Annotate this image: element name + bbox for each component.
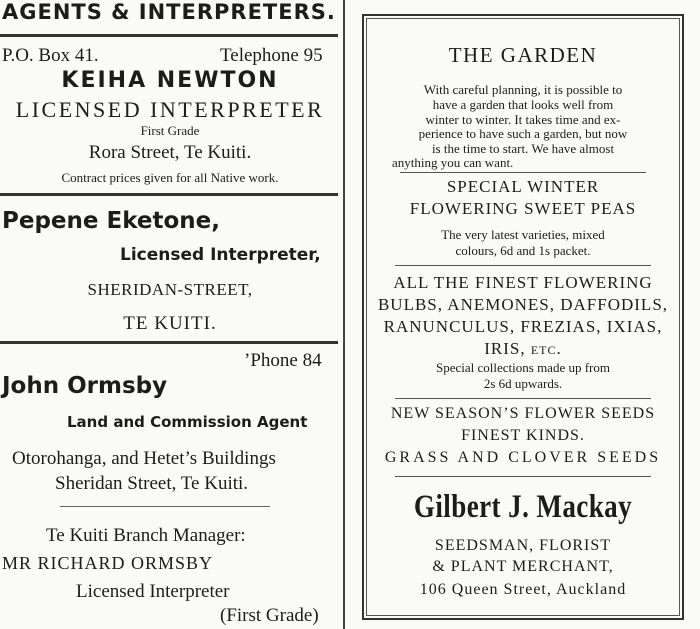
- column-divider: [343, 0, 345, 629]
- eketone-town: TE KUITI.: [123, 313, 217, 334]
- seeds-heading: GRASS AND CLOVER SEEDS: [384, 449, 662, 466]
- po-box: P.O. Box 41.: [2, 45, 99, 66]
- bulbs-text: 2s 6d upwards.: [483, 376, 563, 391]
- ormsby-name: John Ormsby: [2, 373, 168, 399]
- header-rule: [0, 34, 338, 37]
- intro-line: With careful planning, it is possible to: [423, 82, 623, 97]
- garden-rule-2: [395, 265, 651, 266]
- ormsby-address-1: Otorohanga, and Hetet’s Buildings: [12, 448, 276, 469]
- branch-manager: MR RICHARD ORMSBY: [2, 553, 214, 573]
- bulbs-heading: RANUNCULUS, FREZIAS, IXIAS,: [383, 317, 663, 336]
- ormsby-phone: ’Phone 84: [244, 350, 322, 371]
- section-header: AGENTS & INTERPRETERS.: [2, 0, 336, 24]
- bulbs-heading: BULBS, ANEMONES, DAFFODILS,: [377, 295, 669, 314]
- peas-text: colours, 6d and 1s packet.: [455, 243, 591, 258]
- manager-grade: (First Grade): [220, 605, 319, 626]
- left-column: [0, 0, 340, 629]
- intro-line: is the time to start. We have almost: [431, 141, 615, 156]
- ormsby-address-2: Sheridan Street, Te Kuiti.: [55, 473, 249, 494]
- garden-rule-1: [400, 172, 646, 173]
- bulbs-text: Special collections made up from: [435, 360, 610, 375]
- manager-title: Licensed Interpreter: [76, 581, 230, 602]
- peas-heading: SPECIAL WINTER: [446, 177, 600, 196]
- ad-rule-1: [0, 193, 338, 196]
- seeds-heading: NEW SEASON’S FLOWER SEEDS: [390, 405, 656, 422]
- interpreter-address: Rora Street, Te Kuiti.: [88, 142, 252, 163]
- merchant-address: 106 Queen Street, Auckland: [419, 581, 627, 598]
- ormsby-title: Land and Commission Agent: [67, 413, 308, 431]
- bulbs-heading: ALL THE FINEST FLOWERING: [393, 273, 653, 292]
- seeds-heading: FINEST KINDS.: [461, 427, 585, 444]
- eketone-street: SHERIDAN-STREET,: [87, 280, 253, 299]
- ormsby-short-rule: [60, 506, 270, 507]
- merchant-trade: & PLANT MERCHANT,: [432, 558, 614, 575]
- interpreter-grade: First Grade: [140, 123, 200, 138]
- contract-note: Contract prices given for all Native work.: [61, 170, 279, 185]
- peas-heading: FLOWERING SWEET PEAS: [409, 199, 637, 218]
- intro-line: winter to winter. It takes time and ex-: [425, 112, 621, 127]
- peas-text: The very latest varieties, mixed: [441, 227, 605, 242]
- eketone-title: Licensed Interpreter,: [120, 245, 321, 265]
- garden-rule-4: [395, 476, 651, 477]
- ad-rule-2: [0, 341, 338, 344]
- bulbs-heading: IRIS, etc.: [484, 339, 562, 358]
- intro-line: perience to have such a garden, but now: [418, 126, 628, 141]
- interpreter-title: LICENSED INTERPRETER: [15, 97, 325, 122]
- eketone-name: Pepene Eketone,: [2, 208, 220, 234]
- intro-line: anything you can want.: [392, 155, 514, 170]
- branch-label: Te Kuiti Branch Manager:: [46, 525, 246, 546]
- merchant-trade: SEEDSMAN, FLORIST: [434, 537, 612, 554]
- telephone: Telephone 95: [220, 45, 323, 66]
- interpreter-name: KEIHA NEWTON: [61, 68, 279, 93]
- merchant-name: Gilbert J. Mackay: [413, 489, 633, 525]
- garden-title: THE GARDEN: [448, 43, 598, 67]
- intro-line: have a garden that looks well from: [432, 97, 614, 112]
- garden-rule-3: [395, 398, 651, 399]
